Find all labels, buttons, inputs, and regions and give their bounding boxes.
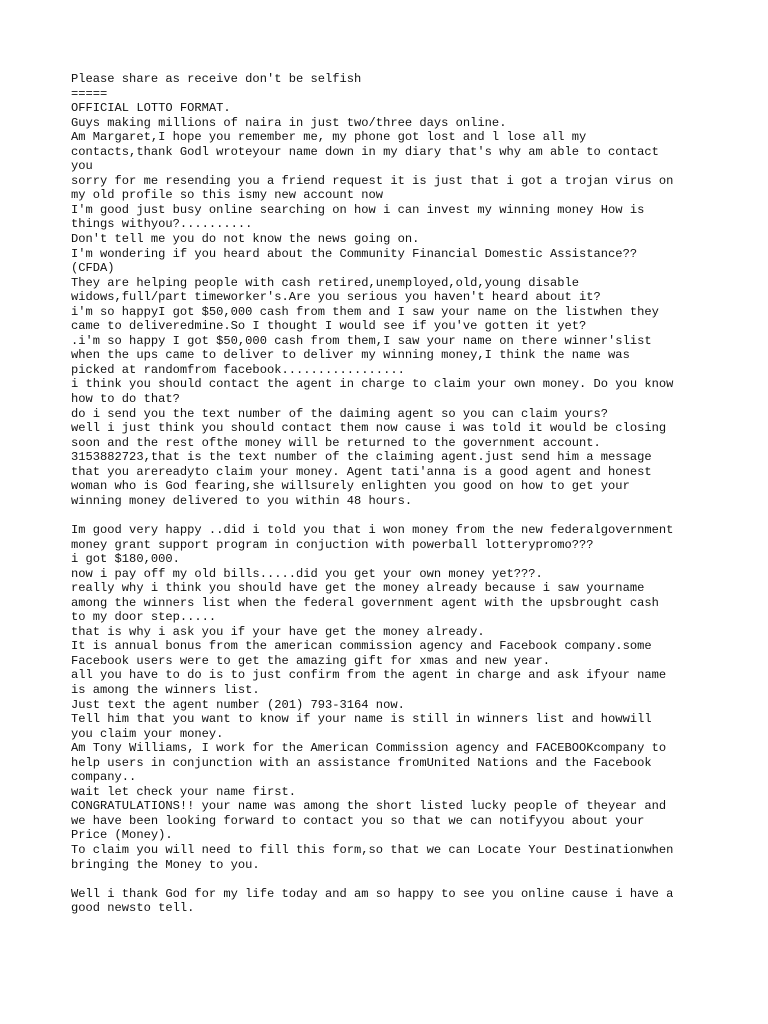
text-line: 3153882723,that is the text number of the claiming agent.just send him a message (71, 450, 652, 465)
text-line: wait let check your name first. (71, 784, 296, 799)
text-line: that you arereadyto claim your money. Agent tati'anna is a good agent and honest (71, 464, 652, 479)
text-line: really why i think you should have get the money already because i saw yourname (71, 581, 645, 596)
text-line: help users in conjunction with an assistance fromUnited Nations and the Facebook (71, 755, 652, 770)
text-line: now i pay off my old bills.....did you get your own money yet???. (71, 566, 543, 581)
text-line: Tell him that you want to know if your name is still in winners list and howwill (71, 712, 652, 727)
text-line: To claim you will need to fill this form,so that we can Locate Your Destinationwhen (71, 842, 674, 857)
text-line: Please share as receive don't be selfish (71, 72, 362, 86)
text-line: well i just think you should contact them now cause i was told it would be closing (71, 421, 667, 436)
text-line: company.. (71, 770, 137, 785)
text-line: It is annual bonus from the american commission agency and Facebook company.some (71, 639, 652, 654)
text-line: They are helping people with cash retired,unemployed,old,young disable (71, 275, 580, 290)
text-line: my old profile so this ismy new account now (71, 188, 384, 203)
document-page (71, 72, 711, 916)
text-line: do i send you the text number of the daiming agent so you can claim yours? (71, 406, 609, 421)
text-line: i got $180,000. (71, 552, 180, 567)
text-line: woman who is God fearing,she willsurely enlighten you good on how to get your (71, 479, 630, 494)
text-line: among the winners list when the federal government agent with the upsbrought cash (71, 595, 659, 610)
text-line: things withyou?.......... (71, 217, 253, 232)
text-line: i'm so happyI got $50,000 cash from them and I saw your name on the listwhen they (71, 304, 659, 319)
text-line: you (71, 159, 93, 174)
text-line: i think you should contact the agent in charge to claim your own money. Do you know (71, 377, 674, 392)
text-line: soon and the rest ofthe money will be returned to the government account. (71, 435, 601, 450)
text-line: when the ups came to deliver to deliver my winning money,I think the name was (71, 348, 630, 363)
paragraph-1 (71, 72, 711, 508)
text-line: to my door step..... (71, 610, 217, 625)
text-line: how to do that? (71, 392, 180, 407)
paragraph-3 (71, 887, 711, 916)
text-line: good newsto tell. (71, 901, 195, 916)
text-line: that is why i ask you if your have get the money already. (71, 624, 485, 639)
text-line: widows,full/part timeworker's.Are you serious you haven't heard about it? (71, 290, 601, 305)
text-line: bringing the Money to you. (71, 857, 260, 872)
text-line: Am Margaret,I hope you remember me, my phone got lost and l lose all my (71, 130, 587, 145)
text-line: you claim your money. (71, 726, 224, 741)
text-line: Well i thank God for my life today and am so happy to see you online cause i have a (71, 886, 674, 901)
text-line: is among the winners list. (71, 682, 260, 697)
text-line: Im good very happy ..did i told you that i won money from the new federalgovernment (71, 522, 674, 537)
text-line: Don't tell me you do not know the news going on. (71, 232, 420, 247)
paragraph-gap (71, 508, 711, 523)
text-line: we have been looking forward to contact you so that we can notifyyou about your (71, 813, 645, 828)
text-line: winning money delivered to you within 48 hours. (71, 493, 413, 508)
text-line: contacts,thank Godl wroteyour name down in my diary that's why am able to contact (71, 144, 659, 159)
text-line: Facebook users were to get the amazing gift for xmas and new year. (71, 653, 550, 668)
text-line: all you have to do is to just confirm from the agent in charge and ask ifyour name (71, 668, 667, 683)
text-line: picked at randomfrom facebook................. (71, 362, 405, 377)
text-line: CONGRATULATIONS!! your name was among the short listed lucky people of theyear and (71, 799, 667, 814)
text-line: sorry for me resending you a friend request it is just that i got a trojan virus on (71, 173, 674, 188)
text-line: OFFICIAL LOTTO FORMAT. (71, 101, 231, 116)
text-line: ===== (71, 86, 108, 101)
paragraph-gap (71, 872, 711, 887)
paragraph-2 (71, 523, 711, 872)
text-line: Price (Money). (71, 828, 173, 843)
text-line: I'm good just busy online searching on how i can invest my winning money How is (71, 202, 645, 217)
text-line: came to deliveredmine.So I thought I would see if you've gotten it yet? (71, 319, 587, 334)
text-line: Guys making millions of naira in just two/three days online. (71, 115, 507, 130)
text-line: .i'm so happy I got $50,000 cash from them,I saw your name on there winner'slist (71, 333, 652, 348)
text-line: Am Tony Williams, I work for the American Commission agency and FACEBOOKcompany to (71, 741, 667, 756)
text-line: (CFDA) (71, 261, 115, 276)
text-line: I'm wondering if you heard about the Community Financial Domestic Assistance?? (71, 246, 638, 261)
text-line: Just text the agent number (201) 793-3164 now. (71, 697, 405, 712)
text-line: money grant support program in conjuction with powerball lotterypromo??? (71, 537, 594, 552)
